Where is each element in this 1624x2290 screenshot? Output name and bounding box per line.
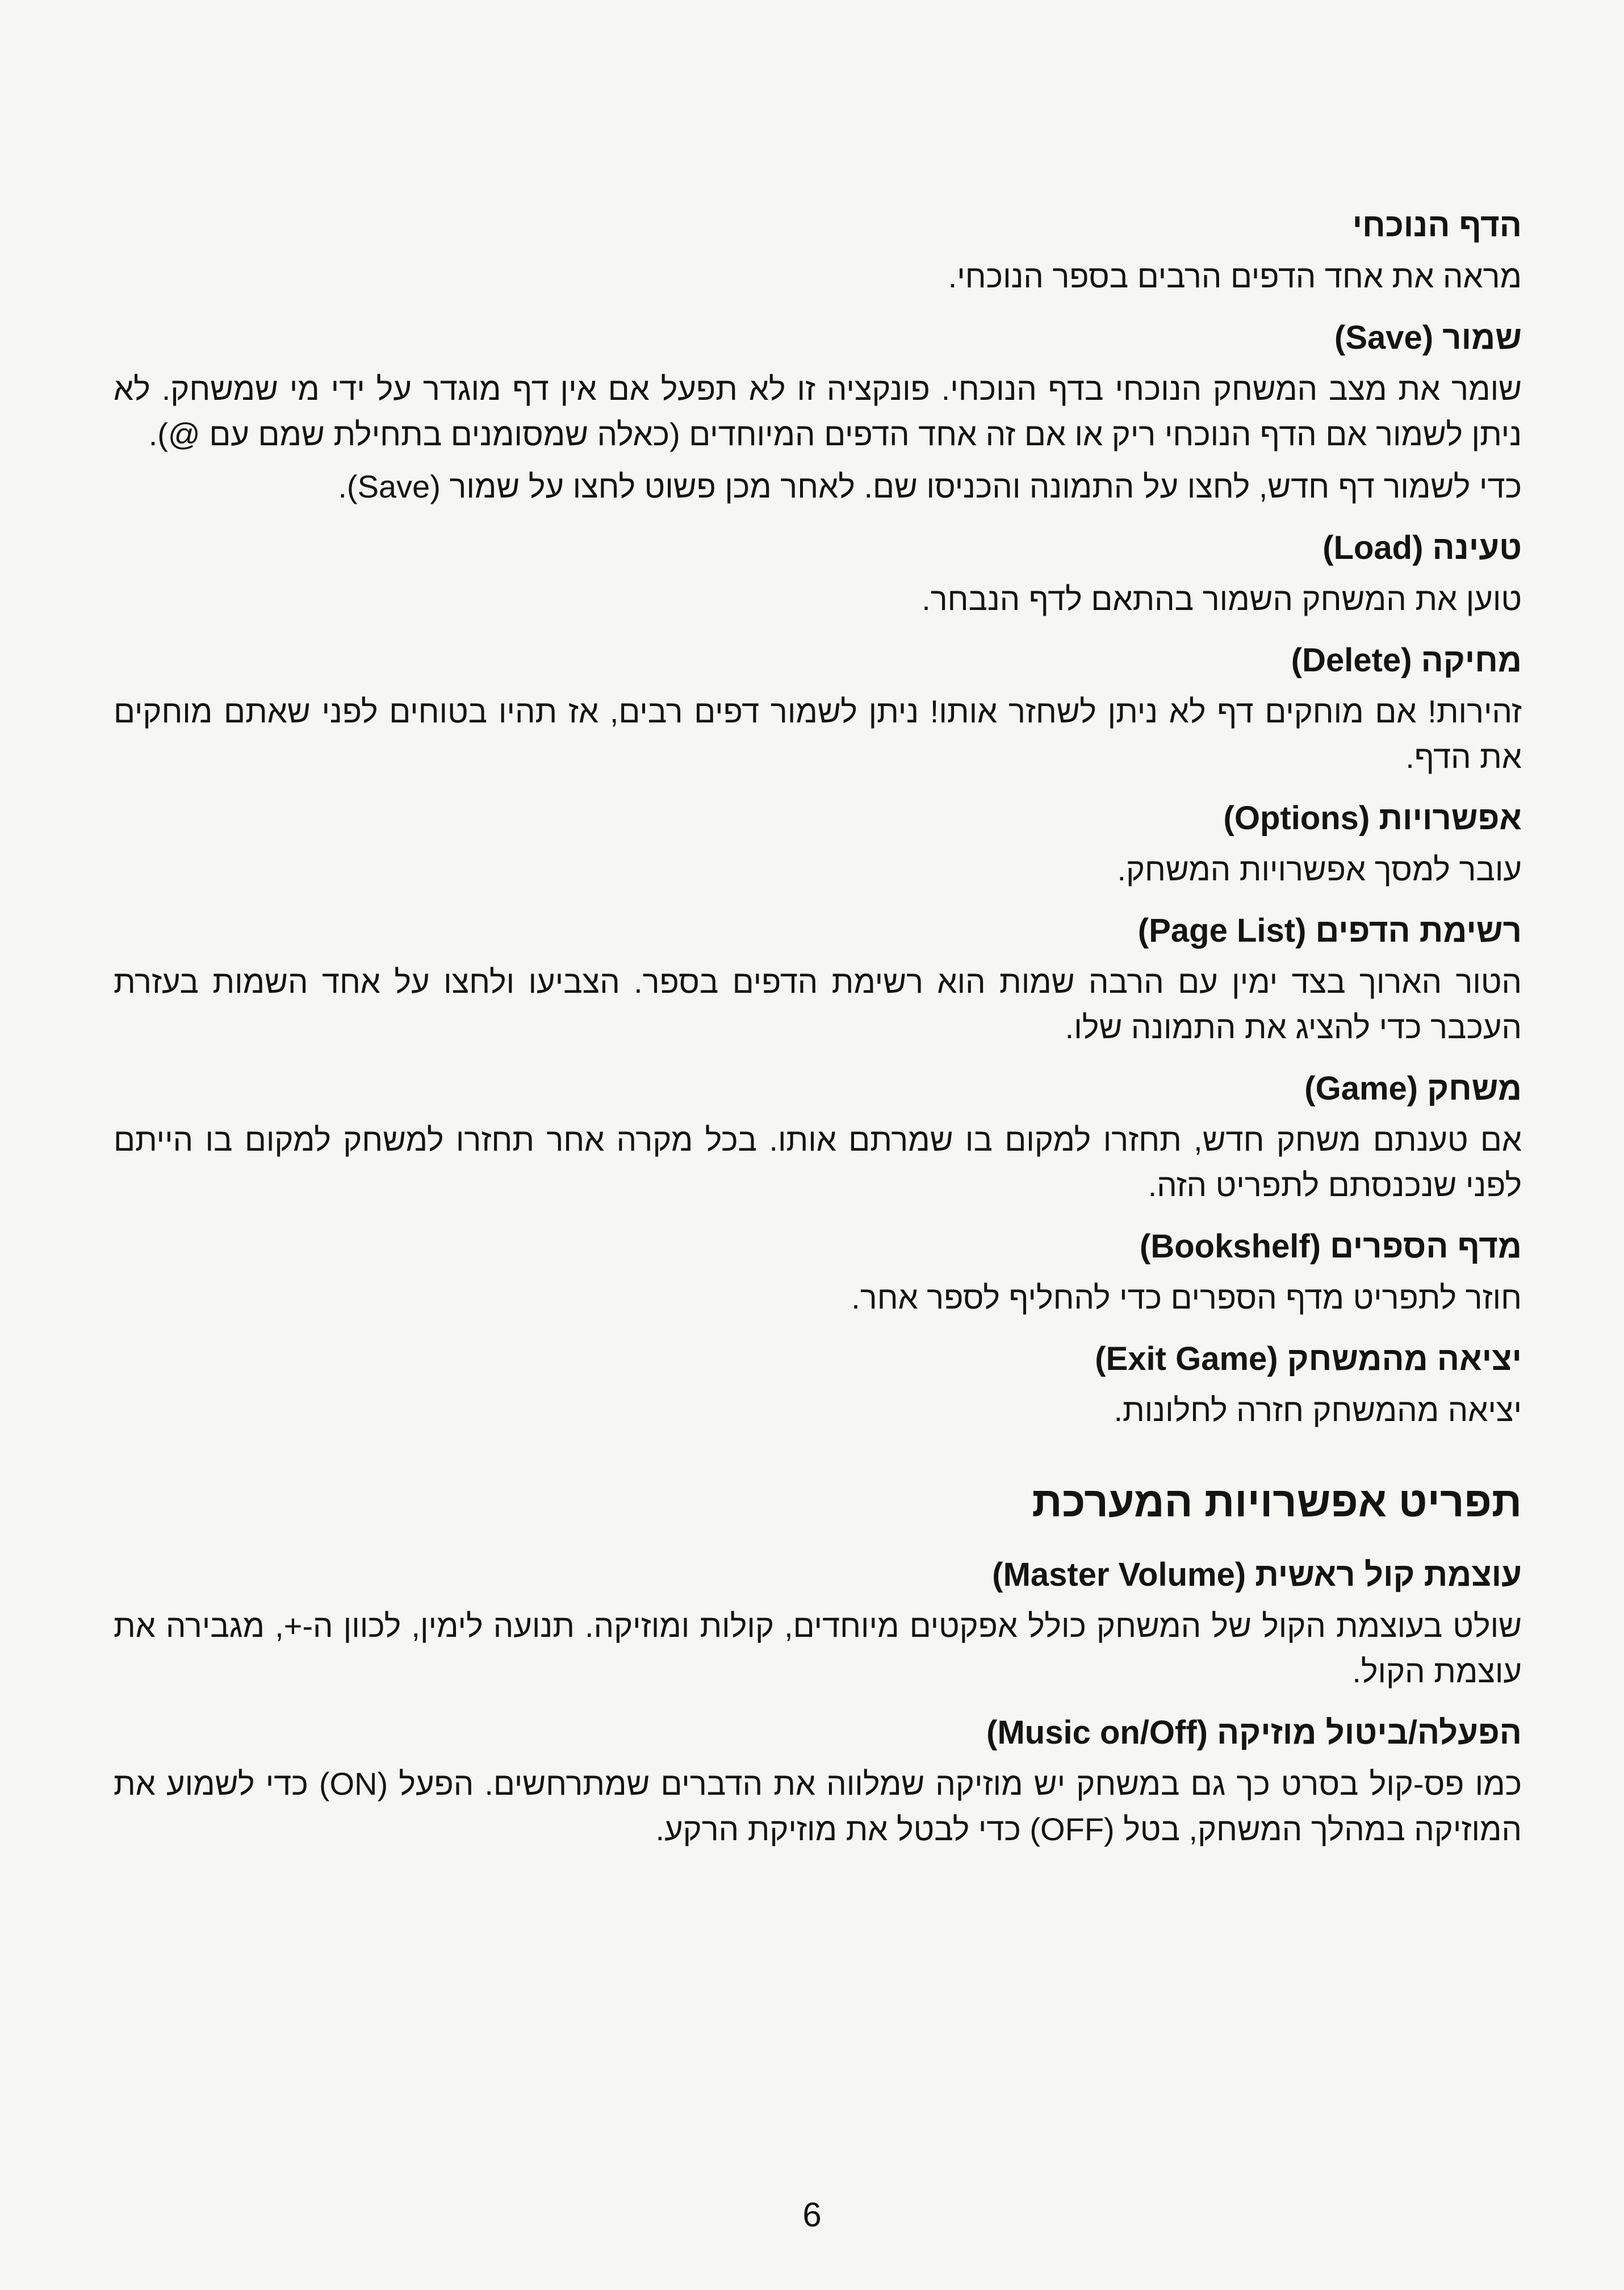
section-paragraph: זהירות! אם מוחקים דף לא ניתן לשחזר אותו! ניתן לשמור דפים רבים, אז תהיו בטוחים לפני שאתם מוחקים את הדף. — [114, 693, 1522, 775]
section-heading: אפשרויות (Options) — [1223, 800, 1522, 837]
section-paragraph: אם טענתם משחק חדש, תחזרו למקום בו שמרתם אותו. בכל מקרה אחר תחזרו למשחק למקום בו הייתם לפני שנכנסתם לתפריט הזה. — [114, 1122, 1522, 1203]
section-heading: הדף הנוכחי — [1352, 207, 1522, 244]
section-current-page — [114, 202, 1522, 299]
section-paragraph: הטור הארוך בצד ימין עם הרבה שמות הוא רשימת הדפים בספר. הצביעו ולחצו על אחד השמות בעזרת העכבר כדי להציג את התמונה שלו. — [114, 964, 1522, 1045]
section-exit-game — [114, 1335, 1522, 1433]
section-heading: טעינה (Load) — [1322, 529, 1522, 566]
section-game — [114, 1065, 1522, 1208]
section-paragraph: מראה את אחד הדפים הרבים בספר הנוכחי. — [948, 258, 1522, 294]
section-heading: מדף הספרים (Bookshelf) — [1140, 1228, 1522, 1265]
section-load — [114, 524, 1522, 622]
section-bookshelf — [114, 1223, 1522, 1320]
section-heading: מחיקה (Delete) — [1291, 642, 1522, 679]
section-heading: יציאה מהמשחק (Exit Game) — [1095, 1340, 1522, 1377]
manual-page — [114, 202, 1522, 1867]
section-paragraph: טוען את המשחק השמור בהתאם לדף הנבחר. — [922, 581, 1522, 617]
section-paragraph: חוזר לתפריט מדף הספרים כדי להחליף לספר אחר. — [851, 1280, 1522, 1315]
section-heading: שמור (Save) — [1334, 319, 1522, 356]
section-paragraph: כמו פס-קול בסרט כך גם במשחק יש מוזיקה שמלווה את הדברים שמתרחשים. הפעל (ON) כדי לשמוע את המוזיקה במהלך המשחק, בטל (OFF) כדי לבטל את מוזיקת הרקע. — [114, 1766, 1522, 1847]
section-heading: עוצמת קול ראשית (Master Volume) — [992, 1556, 1522, 1593]
section-options — [114, 795, 1522, 892]
section-paragraph: יציאה מהמשחק חזרה לחלונות. — [1114, 1392, 1522, 1428]
section-heading: הפעלה/ביטול מוזיקה (Music on/Off) — [986, 1714, 1522, 1751]
section-music-toggle — [114, 1709, 1522, 1852]
page-number: 6 — [802, 2196, 822, 2234]
section-master-volume — [114, 1551, 1522, 1694]
section-paragraph: שולט בעוצמת הקול של המשחק כולל אפקטים מיוחדים, קולות ומוזיקה. תנועה לימין, לכוון ה-+, מגבירה את עוצמת הקול. — [114, 1608, 1522, 1689]
section-page-list — [114, 907, 1522, 1050]
section-save — [114, 314, 1522, 509]
section-paragraph: כדי לשמור דף חדש, לחצו על התמונה והכניסו שם. לאחר מכן פשוט לחצו על שמור (Save). — [338, 469, 1522, 504]
section-delete — [114, 637, 1522, 780]
section-heading: משחק (Game) — [1304, 1070, 1522, 1107]
section-heading: רשימת הדפים (Page List) — [1137, 912, 1522, 949]
section-paragraph: עובר למסך אפשרויות המשחק. — [1117, 851, 1522, 887]
chapter-title: תפריט אפשרויות המערכת — [1032, 1478, 1522, 1526]
section-paragraph: שומר את מצב המשחק הנוכחי בדף הנוכחי. פונקציה זו לא תפעל אם אין דף מוגדר על ידי מי שמשחק. לא ניתן לשמור אם הדף הנוכחי ריק או אם זה אחד הדפים המיוחדים (כאלה שמסומנים בתחילת שמם עם @). — [114, 371, 1522, 452]
